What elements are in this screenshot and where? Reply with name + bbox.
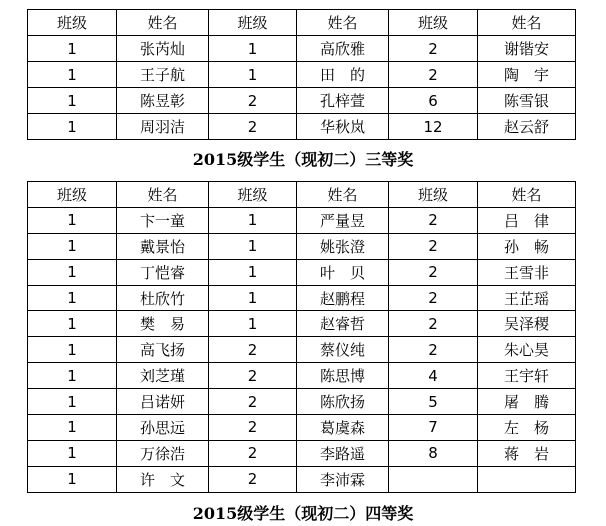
class-cell: 2 <box>209 415 297 441</box>
class-cell: 5 <box>389 389 478 415</box>
student-name-cell: 丁恺睿 <box>117 259 209 285</box>
class-cell <box>389 466 478 492</box>
class-cell: 8 <box>389 440 478 466</box>
student-name-cell: 刘芝瑾 <box>117 363 209 389</box>
student-name-cell: 陈雪银 <box>478 88 576 114</box>
student-name-cell: 王雪非 <box>478 259 576 285</box>
class-cell: 1 <box>28 36 117 62</box>
table-row <box>28 285 576 311</box>
table-row <box>28 389 576 415</box>
student-name-cell: 华秋岚 <box>297 114 389 140</box>
table-row <box>28 363 576 389</box>
class-cell: 1 <box>28 337 117 363</box>
student-name-cell: 姚张澄 <box>297 233 389 259</box>
student-name-cell: 蔡仪纯 <box>297 337 389 363</box>
header-row <box>28 10 576 36</box>
student-name-cell: 王子航 <box>117 62 209 88</box>
header-name: 姓名 <box>297 10 389 36</box>
class-cell: 1 <box>209 285 297 311</box>
student-name-cell: 吕诺妍 <box>117 389 209 415</box>
class-cell: 1 <box>209 36 297 62</box>
table-row <box>28 415 576 441</box>
class-cell: 2 <box>209 440 297 466</box>
class-cell: 1 <box>28 285 117 311</box>
class-cell: 2 <box>209 466 297 492</box>
table-row <box>28 62 576 88</box>
student-name-cell: 朱心昊 <box>478 337 576 363</box>
header-name: 姓名 <box>297 182 389 208</box>
student-name-cell: 蒋 岩 <box>478 440 576 466</box>
student-name-cell: 孙 畅 <box>478 233 576 259</box>
student-name-cell: 叶 贝 <box>297 259 389 285</box>
student-name-cell: 吴泽稷 <box>478 311 576 337</box>
student-name-cell: 张芮灿 <box>117 36 209 62</box>
table-row <box>28 207 576 233</box>
class-cell: 1 <box>209 62 297 88</box>
header-class: 班级 <box>209 10 297 36</box>
header-class: 班级 <box>389 10 478 36</box>
class-cell: 1 <box>28 207 117 233</box>
student-name-cell: 吕 律 <box>478 207 576 233</box>
table-row <box>28 88 576 114</box>
student-name-cell: 赵云舒 <box>478 114 576 140</box>
student-name-cell: 周羽洁 <box>117 114 209 140</box>
student-name-cell: 许 文 <box>117 466 209 492</box>
student-name-cell: 王宇轩 <box>478 363 576 389</box>
class-cell: 12 <box>389 114 478 140</box>
class-cell: 2 <box>389 62 478 88</box>
student-name-cell: 陈昱彰 <box>117 88 209 114</box>
table-row <box>28 233 576 259</box>
class-cell: 2 <box>389 233 478 259</box>
student-name-cell <box>478 466 576 492</box>
table-row <box>28 466 576 492</box>
student-name-cell: 戴景怡 <box>117 233 209 259</box>
student-name-cell: 田 的 <box>297 62 389 88</box>
header-class: 班级 <box>209 182 297 208</box>
student-name-cell: 赵鹏程 <box>297 285 389 311</box>
student-name-cell: 高飞扬 <box>117 337 209 363</box>
class-cell: 2 <box>389 259 478 285</box>
table-row <box>28 259 576 285</box>
class-cell: 2 <box>209 88 297 114</box>
class-cell: 2 <box>389 337 478 363</box>
class-cell: 1 <box>28 440 117 466</box>
header-name: 姓名 <box>478 182 576 208</box>
class-cell: 2 <box>209 337 297 363</box>
class-cell: 1 <box>209 207 297 233</box>
class-cell: 4 <box>389 363 478 389</box>
student-name-cell: 赵睿哲 <box>297 311 389 337</box>
student-name-cell: 陈欣扬 <box>297 389 389 415</box>
header-row <box>28 182 576 208</box>
class-cell: 1 <box>209 259 297 285</box>
table-row <box>28 440 576 466</box>
class-cell: 1 <box>28 363 117 389</box>
class-cell: 7 <box>389 415 478 441</box>
award-table-top <box>27 9 576 140</box>
class-cell: 1 <box>28 466 117 492</box>
student-name-cell: 卞一童 <box>117 207 209 233</box>
class-cell: 2 <box>209 363 297 389</box>
table-row <box>28 337 576 363</box>
student-name-cell: 王芷瑶 <box>478 285 576 311</box>
class-cell: 1 <box>209 311 297 337</box>
table-row <box>28 114 576 140</box>
student-name-cell: 严量昱 <box>297 207 389 233</box>
class-cell: 1 <box>28 62 117 88</box>
header-name: 姓名 <box>117 182 209 208</box>
class-cell: 1 <box>28 233 117 259</box>
caption-third-prize: 2015级学生（现初二）三等奖 <box>192 150 414 169</box>
student-name-cell: 杜欣竹 <box>117 285 209 311</box>
class-cell: 1 <box>28 389 117 415</box>
student-name-cell: 葛虞森 <box>297 415 389 441</box>
student-name-cell: 李路遥 <box>297 440 389 466</box>
student-name-cell: 左 杨 <box>478 415 576 441</box>
caption-fourth-prize: 2015级学生（现初二）四等奖 <box>192 504 414 523</box>
class-cell: 2 <box>389 207 478 233</box>
class-cell: 2 <box>389 285 478 311</box>
student-name-cell: 李沛霖 <box>297 466 389 492</box>
student-name-cell: 万徐浩 <box>117 440 209 466</box>
student-name-cell: 谢锴安 <box>478 36 576 62</box>
table-row <box>28 36 576 62</box>
header-class: 班级 <box>28 182 117 208</box>
header-name: 姓名 <box>478 10 576 36</box>
class-cell: 2 <box>389 36 478 62</box>
award-table-third-prize <box>27 181 576 493</box>
class-cell: 1 <box>209 233 297 259</box>
class-cell: 2 <box>209 114 297 140</box>
class-cell: 1 <box>28 311 117 337</box>
class-cell: 2 <box>389 311 478 337</box>
table-row <box>28 311 576 337</box>
header-class: 班级 <box>389 182 478 208</box>
student-name-cell: 孙思远 <box>117 415 209 441</box>
header-class: 班级 <box>28 10 117 36</box>
student-name-cell: 屠 腾 <box>478 389 576 415</box>
class-cell: 2 <box>209 389 297 415</box>
student-name-cell: 樊 易 <box>117 311 209 337</box>
class-cell: 1 <box>28 88 117 114</box>
student-name-cell: 陶 宇 <box>478 62 576 88</box>
student-name-cell: 孔梓萱 <box>297 88 389 114</box>
class-cell: 1 <box>28 259 117 285</box>
class-cell: 6 <box>389 88 478 114</box>
header-name: 姓名 <box>117 10 209 36</box>
class-cell: 1 <box>28 415 117 441</box>
student-name-cell: 高欣雅 <box>297 36 389 62</box>
class-cell: 1 <box>28 114 117 140</box>
student-name-cell: 陈思博 <box>297 363 389 389</box>
